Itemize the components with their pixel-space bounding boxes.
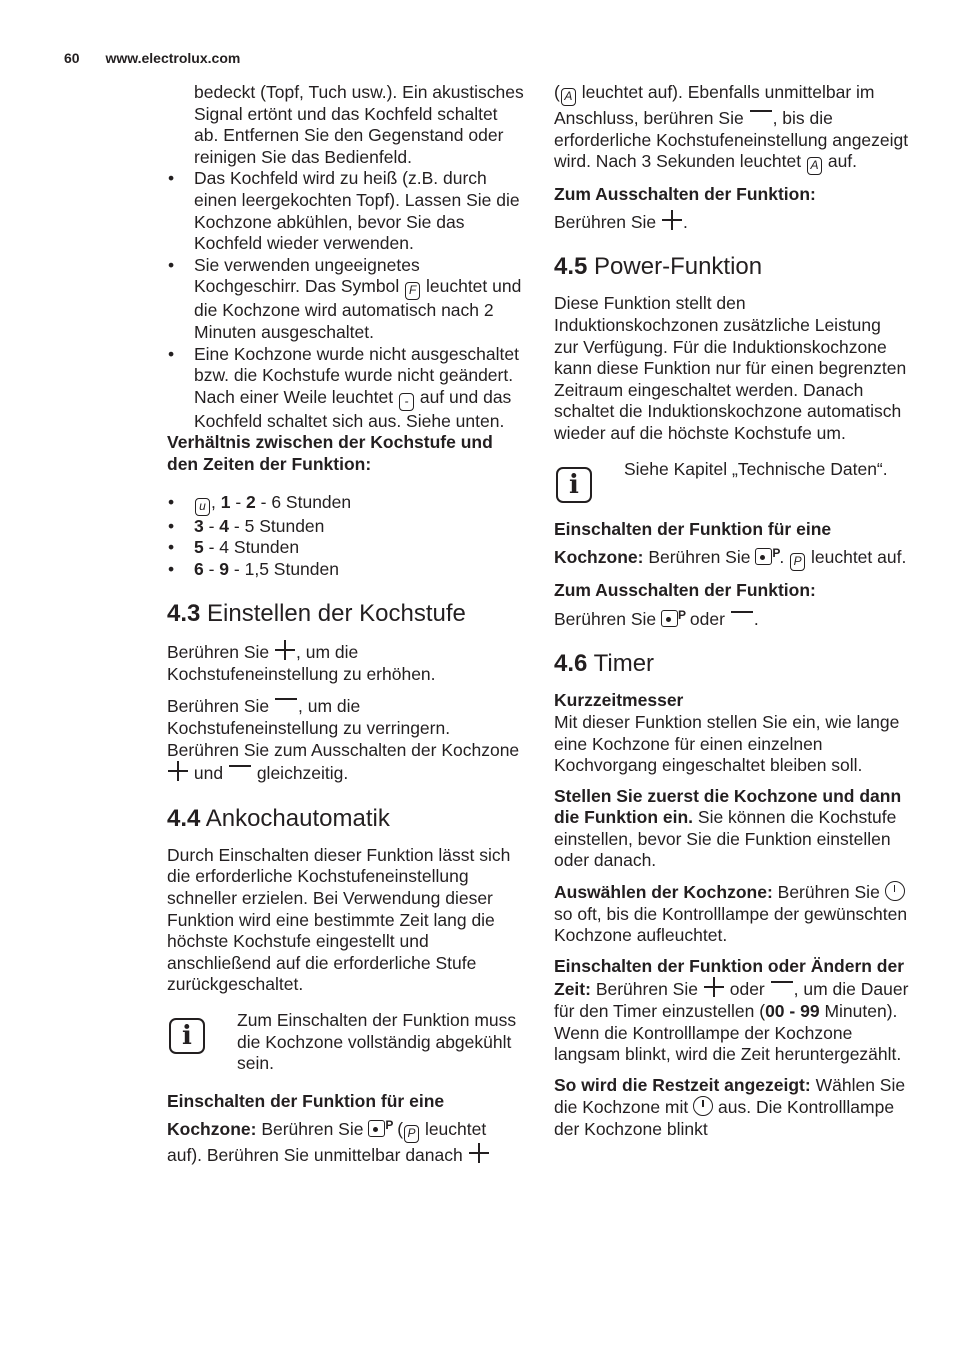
plus-icon (662, 210, 682, 230)
ratio-heading: Verhältnis zwischen der Kochstufe und den Zeiten der Funktion: (167, 432, 493, 474)
list-item: • u , 1 - 2 - 6 Stunden (167, 492, 525, 516)
paragraph: Berühren Sie P oder . (554, 607, 759, 629)
dash-symbol-icon: - (399, 393, 414, 411)
info-icon: i (556, 467, 592, 503)
info-icon: i (169, 1018, 205, 1054)
error-list (167, 168, 525, 432)
f-symbol-icon: F (405, 282, 420, 300)
section-heading-4-5: 4.5 Power-Funktion (554, 253, 763, 281)
left-column (167, 82, 525, 1167)
paragraph: So wird die Restzeit angezeigt: Wählen Sie die Kochzone mit aus. Die Kontrolllampe der Kochzone blinkt (554, 1074, 906, 1139)
ratio-list (167, 492, 525, 581)
subheading: Zum Ausschalten der Funktion: (554, 184, 816, 205)
subheading: Einschalten der Funktion für eine (167, 1090, 445, 1111)
section-heading-4-4: 4.4 Ankochautomatik (167, 804, 390, 832)
section-heading-4-3: 4.3 Einstellen der Kochstufe (167, 600, 466, 628)
keep-warm-symbol-icon: u (195, 498, 210, 516)
a-symbol-icon: A (807, 157, 822, 175)
list-item: • Das Kochfeld wird zu heiß (z.B. durch einen leergekochten Topf). Lassen Sie die Kochzone abkühlen, bevor Sie das Kochfeld wieder verwenden. (167, 168, 525, 254)
list-item: • 3 - 4 - 5 Stunden (167, 516, 525, 538)
minus-icon (771, 977, 793, 997)
p-symbol-icon: P (790, 553, 805, 571)
list-item: • Eine Kochzone wurde nicht ausgeschaltet bzw. die Kochstufe wurde nicht geändert. Nach einer Weile leuchtet - auf und das Kochfeld schaltet sich aus. Siehe unten. (167, 344, 525, 433)
timer-icon (693, 1096, 713, 1116)
plus-icon (704, 977, 724, 997)
power-function-icon: P (755, 544, 779, 566)
paragraph: Kochzone: Berühren Sie P ( P leuchtet auf). Berühren Sie unmittelbar danach (167, 1116, 525, 1167)
section-heading-4-6: 4.6 Timer (554, 650, 655, 678)
power-function-icon: P (661, 606, 685, 628)
a-symbol-icon: A (561, 88, 576, 106)
auto-heat-up-icon: P (368, 1116, 392, 1138)
minus-icon (229, 761, 251, 781)
paragraph: Berühren Sie . (554, 211, 688, 232)
info-text: Siehe Kapitel „Technische Daten“. (624, 458, 888, 479)
list-item: • 5 - 4 Stunden (167, 537, 525, 559)
page-header (64, 50, 240, 66)
right-column (554, 82, 910, 1141)
paragraph: Berühren Sie , um die Kochstufeneinstellung zu erhöhen. (167, 642, 436, 684)
timer-icon (885, 881, 905, 901)
paragraph: Kochzone: Berühren Sie P . P leuchtet auf. (554, 544, 910, 571)
subheading: Kurzzeitmesser (554, 690, 684, 711)
p-symbol-icon: P (404, 1125, 419, 1143)
paragraph: Einschalten der Funktion oder Ändern der Zeit: Berühren Sie oder , um die Dauer für den Timer einzustellen (00 - 99 Minuten). Wenn die Kontrolllampe der Kochzone langsam blinkt, wird die Zeit heruntergezählt. (554, 955, 909, 1065)
list-item: • 6 - 9 - 1,5 Stunden (167, 559, 525, 581)
minus-icon (731, 607, 753, 627)
subheading: Zum Ausschalten der Funktion: (554, 580, 816, 601)
paragraph: Durch Einschalten dieser Funktion lässt sich die erforderliche Kochstufeneinstellung schneller erzielen. Bei Verwendung dieser Funktion wird eine bestimmte Zeit lang die höchste Kochstufe eingestellt und anschließend auf die erforderliche Stufe zurückgeschaltet. (167, 844, 511, 995)
paragraph: Mit dieser Funktion stellen Sie ein, wie lange eine Kochzone für einen einzelnen Kochvorgang eingeschaltet bleiben soll. (554, 711, 900, 776)
continued-paragraph: bedeckt (Topf, Tuch usw.). Ein akustisches Signal ertönt und das Kochfeld schaltet ab. Entfernen Sie den Gegenstand oder reinigen Sie das Bedienfeld. (194, 82, 524, 167)
paragraph: Stellen Sie zuerst die Kochzone und dann die Funktion ein. Sie können die Kochstufe einstellen, bevor Sie die Funktion einstellen oder danach. (554, 785, 902, 871)
subheading: Einschalten der Funktion für eine (554, 518, 832, 539)
minus-icon (750, 106, 772, 126)
minus-icon (275, 694, 297, 714)
info-text: Zum Einschalten der Funktion muss die Kochzone vollständig abgekühlt sein. (237, 1010, 517, 1074)
paragraph: Auswählen der Kochzone: Berühren Sie so oft, bis die Kontrolllampe der gewünschten Kochzone aufleuchtet. (554, 882, 908, 946)
website: www.electrolux.com (105, 50, 241, 66)
paragraph: Diese Funktion stellt den Induktionskochzonen zusätzliche Leistung zur Verfügung. Für die Induktionskochzone kann diese Funktion nur für einen begrenzten Zeitraum eingeschaltet werden. Danach schaltet die Induktionskochzone automatisch wieder auf die höchste Kochstufe um. (554, 293, 907, 443)
info-note (167, 1010, 525, 1075)
plus-icon (168, 761, 188, 781)
list-item: • Sie verwenden ungeeignetes Kochgeschirr. Das Symbol F leuchtet und die Kochzone wird automatisch nach 2 Minuten ausgeschaltet. (167, 255, 525, 344)
info-note (554, 459, 910, 503)
plus-icon (275, 640, 295, 660)
continued-paragraph: ( A leuchtet auf). Ebenfalls unmittelbar im Anschluss, berühren Sie , bis die erforderliche Kochstufeneinstellung angezeigt wird. Nach 3 Sekunden leuchtet A auf. (554, 82, 910, 175)
page-number: 60 (64, 50, 80, 66)
plus-icon (469, 1143, 489, 1163)
paragraph: Berühren Sie , um die Kochstufeneinstellung zu verringern. Berühren Sie zum Ausschalten der Kochzone und gleichzeitig. (167, 696, 520, 784)
